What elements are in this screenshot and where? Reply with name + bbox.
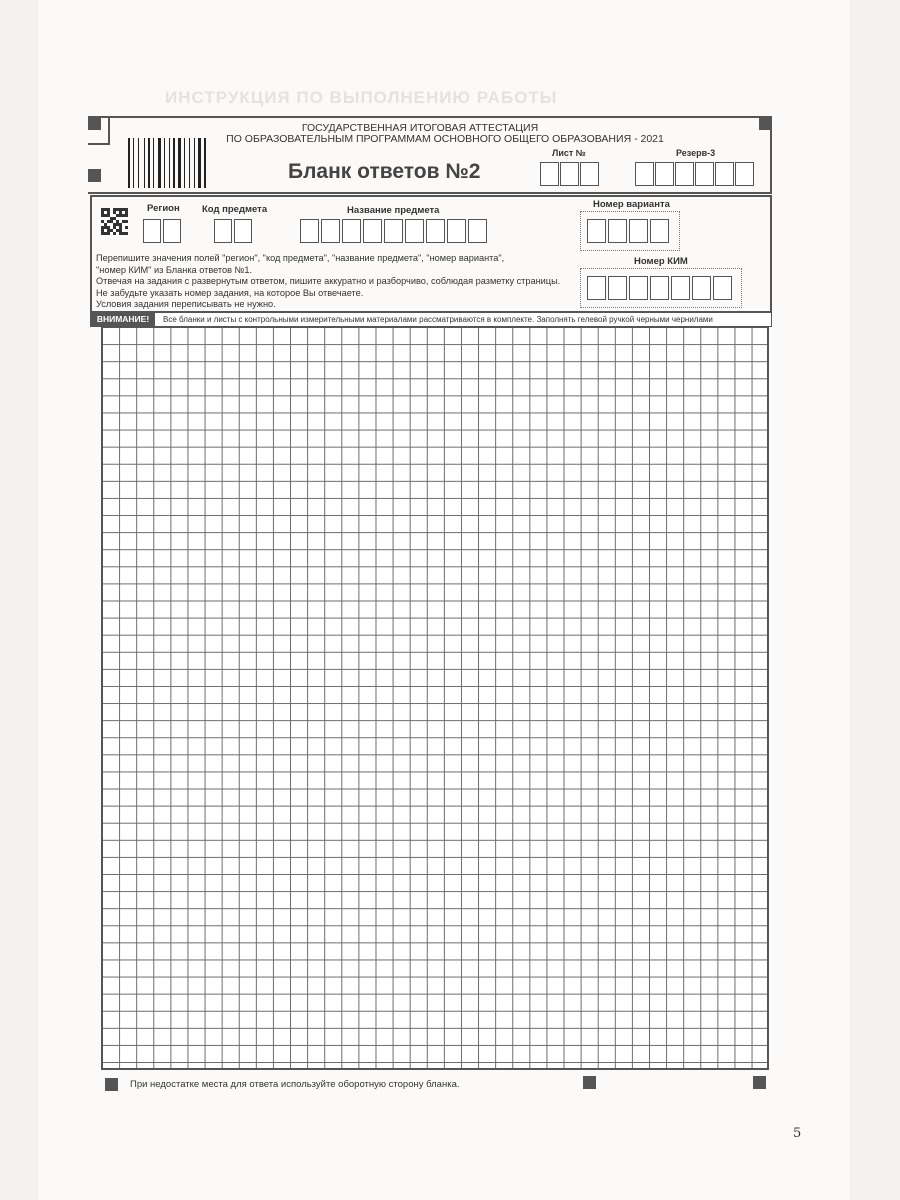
- barcode-bar: [178, 138, 181, 188]
- barcode-bar: [148, 138, 150, 188]
- corner-marker-bottom-left: [105, 1078, 118, 1091]
- barcode-bar: [138, 138, 139, 188]
- header-notch: [88, 143, 110, 145]
- warning-text: Все бланки и листы с контрольными измерительными материалами рассматриваются в комплекте. Заполнять гелевой ручкой черными чернилами: [163, 315, 713, 324]
- barcode-bar: [164, 138, 165, 188]
- barcode-bar: [202, 138, 203, 188]
- input-cell[interactable]: [540, 162, 559, 186]
- input-cell[interactable]: [695, 162, 714, 186]
- reserve-label: Резерв-3: [676, 148, 716, 158]
- barcode-bar: [135, 138, 137, 188]
- barcode: [128, 138, 210, 188]
- input-cell[interactable]: [587, 219, 606, 243]
- footer-note: При недостатке места для ответа используйте оборотную сторону бланка.: [130, 1079, 460, 1090]
- input-cell[interactable]: [635, 162, 654, 186]
- input-cell[interactable]: [671, 276, 690, 300]
- barcode-bar: [182, 138, 183, 188]
- input-cell[interactable]: [214, 219, 232, 243]
- input-cell[interactable]: [655, 162, 674, 186]
- barcode-bar: [176, 138, 177, 188]
- barcode-bar: [171, 138, 172, 188]
- barcode-bar: [146, 138, 147, 188]
- exam-title-line-2: ПО ОБРАЗОВАТЕЛЬНЫМ ПРОГРАММАМ ОСНОВНОГО ОБЩЕГО ОБРАЗОВАНИЯ - 2021: [226, 133, 664, 145]
- barcode-bar: [131, 138, 132, 188]
- sheet-number-label: Лист №: [552, 148, 586, 158]
- barcode-bar: [162, 138, 163, 188]
- input-cell[interactable]: [629, 276, 648, 300]
- input-cell[interactable]: [342, 219, 361, 243]
- exam-title-line-1: ГОСУДАРСТВЕННАЯ ИТОГОВАЯ АТТЕСТАЦИЯ: [301, 122, 539, 134]
- input-cell[interactable]: [468, 219, 487, 243]
- barcode-bar: [186, 138, 188, 188]
- barcode-bar: [140, 138, 143, 188]
- input-cell[interactable]: [608, 219, 627, 243]
- input-cell[interactable]: [405, 219, 424, 243]
- input-cell[interactable]: [580, 162, 599, 186]
- instruction-line: "номер КИМ" из Бланка ответов №1.: [96, 264, 253, 275]
- input-cell[interactable]: [629, 219, 648, 243]
- barcode-bar: [191, 138, 193, 188]
- qr-code-icon: [101, 208, 128, 235]
- instruction-line: Отвечая на задания с развернутым ответом, пишите аккуратно и разборчиво, соблюдая разметку страницы.: [96, 276, 561, 286]
- instructions: [96, 253, 560, 311]
- subject-code-label: Код предмета: [202, 204, 268, 215]
- barcode-bar: [153, 138, 154, 188]
- barcode-bar: [198, 138, 201, 188]
- input-cell[interactable]: [692, 276, 711, 300]
- barcode-bar: [173, 138, 175, 188]
- barcode-bar: [166, 138, 168, 188]
- input-cell[interactable]: [363, 219, 382, 243]
- input-cell[interactable]: [560, 162, 579, 186]
- region-label: Регион: [147, 203, 180, 214]
- barcode-bar: [207, 138, 208, 188]
- variant-number-label: Номер варианта: [593, 199, 670, 210]
- bleed-through-text: ИНСТРУКЦИЯ ПО ВЫПОЛНЕНИЮ РАБОТЫ: [165, 88, 558, 107]
- instruction-line: Не забудьте указать номер задания, на которое Вы отвечаете.: [96, 287, 364, 298]
- input-cell[interactable]: [447, 219, 466, 243]
- input-cell[interactable]: [608, 276, 627, 300]
- barcode-bar: [169, 138, 170, 188]
- input-cell[interactable]: [234, 219, 252, 243]
- corner-marker-bottom-right: [753, 1076, 766, 1089]
- input-cell[interactable]: [735, 162, 754, 186]
- barcode-bar: [184, 138, 185, 188]
- barcode-bar: [204, 138, 206, 188]
- barcode-bar: [158, 138, 161, 188]
- input-cell[interactable]: [384, 219, 403, 243]
- header-notch: [108, 116, 110, 143]
- corner-marker-bottom-mid: [583, 1076, 596, 1089]
- barcode-bar: [189, 138, 190, 188]
- answer-grid[interactable]: [101, 326, 769, 1070]
- input-cell[interactable]: [650, 276, 669, 300]
- input-cell[interactable]: [426, 219, 445, 243]
- input-cell[interactable]: [713, 276, 732, 300]
- input-cell[interactable]: [321, 219, 340, 243]
- page-number: 5: [793, 1126, 802, 1141]
- warning-label: ВНИМАНИЕ!: [91, 313, 155, 326]
- instruction-line: Перепишите значения полей "регион", "код предмета", "название предмета", "номер варианта",: [96, 253, 505, 263]
- instruction-line: Условия задания переписывать не нужно.: [96, 299, 276, 309]
- input-cell[interactable]: [650, 219, 669, 243]
- barcode-bar: [144, 138, 145, 188]
- input-cell[interactable]: [675, 162, 694, 186]
- form-title: Бланк ответов №2: [288, 160, 481, 183]
- input-cell[interactable]: [143, 219, 161, 243]
- barcode-bar: [133, 138, 134, 188]
- input-cell[interactable]: [587, 276, 606, 300]
- input-cell[interactable]: [300, 219, 319, 243]
- barcode-bar: [196, 138, 197, 188]
- barcode-bar: [155, 138, 157, 188]
- qr-module: [125, 232, 128, 235]
- kim-number-label: Номер КИМ: [634, 256, 688, 267]
- barcode-bar: [194, 138, 195, 188]
- barcode-bar: [128, 138, 130, 188]
- input-cell[interactable]: [715, 162, 734, 186]
- barcode-bar: [151, 138, 152, 188]
- subject-name-label: Название предмета: [347, 205, 440, 216]
- input-cell[interactable]: [163, 219, 181, 243]
- warning-bar: [90, 312, 772, 327]
